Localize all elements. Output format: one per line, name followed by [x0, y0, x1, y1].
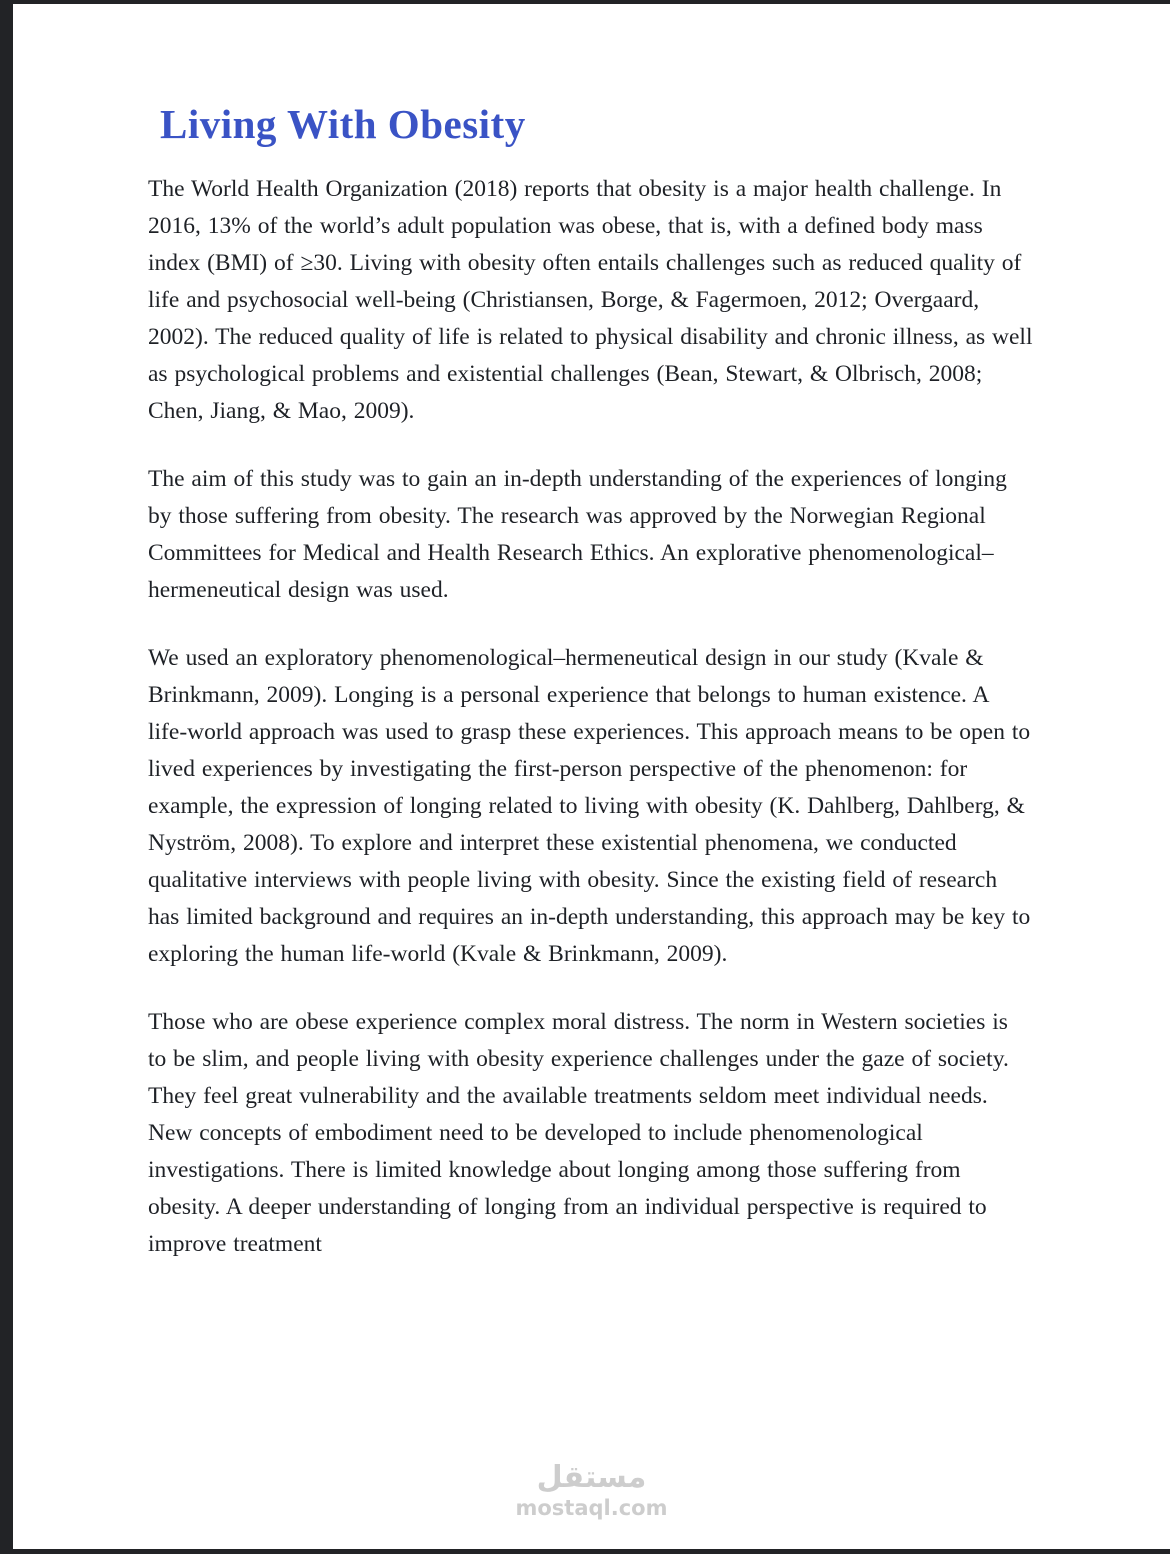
paragraph-discussion: Those who are obese experience complex moral distress. The norm in Western societies is to be slim, and people living with obesity experience challenges under the gaze of society. They feel great vulnerability and the available treatments seldom meet individual needs. New concepts of embodiment need to be developed to include phenomenological investigations. There is limited knowledge about longing among those suffering from obesity. A deeper understanding of longing from an individual perspective is required to improve treatment [148, 1009, 1009, 1258]
window-edge-left [0, 0, 13, 1554]
window-edge-top [0, 0, 1170, 4]
paragraph-aim: The aim of this study was to gain an in-depth understanding of the experiences of longing by those suffering from obesity. The research was approved by the Norwegian Regional Committees for Medical and Health Research Ethics. An explorative phenomenological–hermeneutical design was used. [148, 466, 1007, 604]
paragraph-intro: The World Health Organization (2018) reports that obesity is a major health challenge. In 2016, 13% of the world’s adult population was obese, that is, with a defined body mass index (BMI) of ≥30. Living with obesity often entails challenges such as reduced quality of life and psychosocial well-being (Christiansen, Borge, & Fagermoen, 2012; Overgaard, 2002). The reduced quality of life is related to physical disability and chronic illness, as well as psychological problems and existential challenges (Bean, Stewart, & Olbrisch, 2008; Chen, Jiang, & Mao, 2009). [148, 176, 1033, 425]
document-page [13, 4, 1170, 1549]
page-title: Living With Obesity [160, 101, 526, 147]
watermark-domain-text: mostaql.com [515, 1495, 668, 1520]
watermark-arabic-text: مستقل [536, 1460, 647, 1496]
paragraph-method: We used an exploratory phenomenological–hermeneutical design in our study (Kvale & Brinkmann, 2009). Longing is a personal experience that belongs to human existence. A life-world approach was used to grasp these experiences. This approach means to be open to lived experiences by investigating the first-person perspective of the phenomenon: for example, the expression of longing related to living with obesity (K. Dahlberg, Dahlberg, & Nyström, 2008). To explore and interpret these existential phenomena, we conducted qualitative interviews with people living with obesity. Since the existing field of research has limited background and requires an in-depth understanding, this approach may be key to exploring the human life-world (Kvale & Brinkmann, 2009). [148, 645, 1031, 968]
watermark [13, 1461, 1170, 1521]
window-edge-bottom [0, 1549, 1170, 1554]
